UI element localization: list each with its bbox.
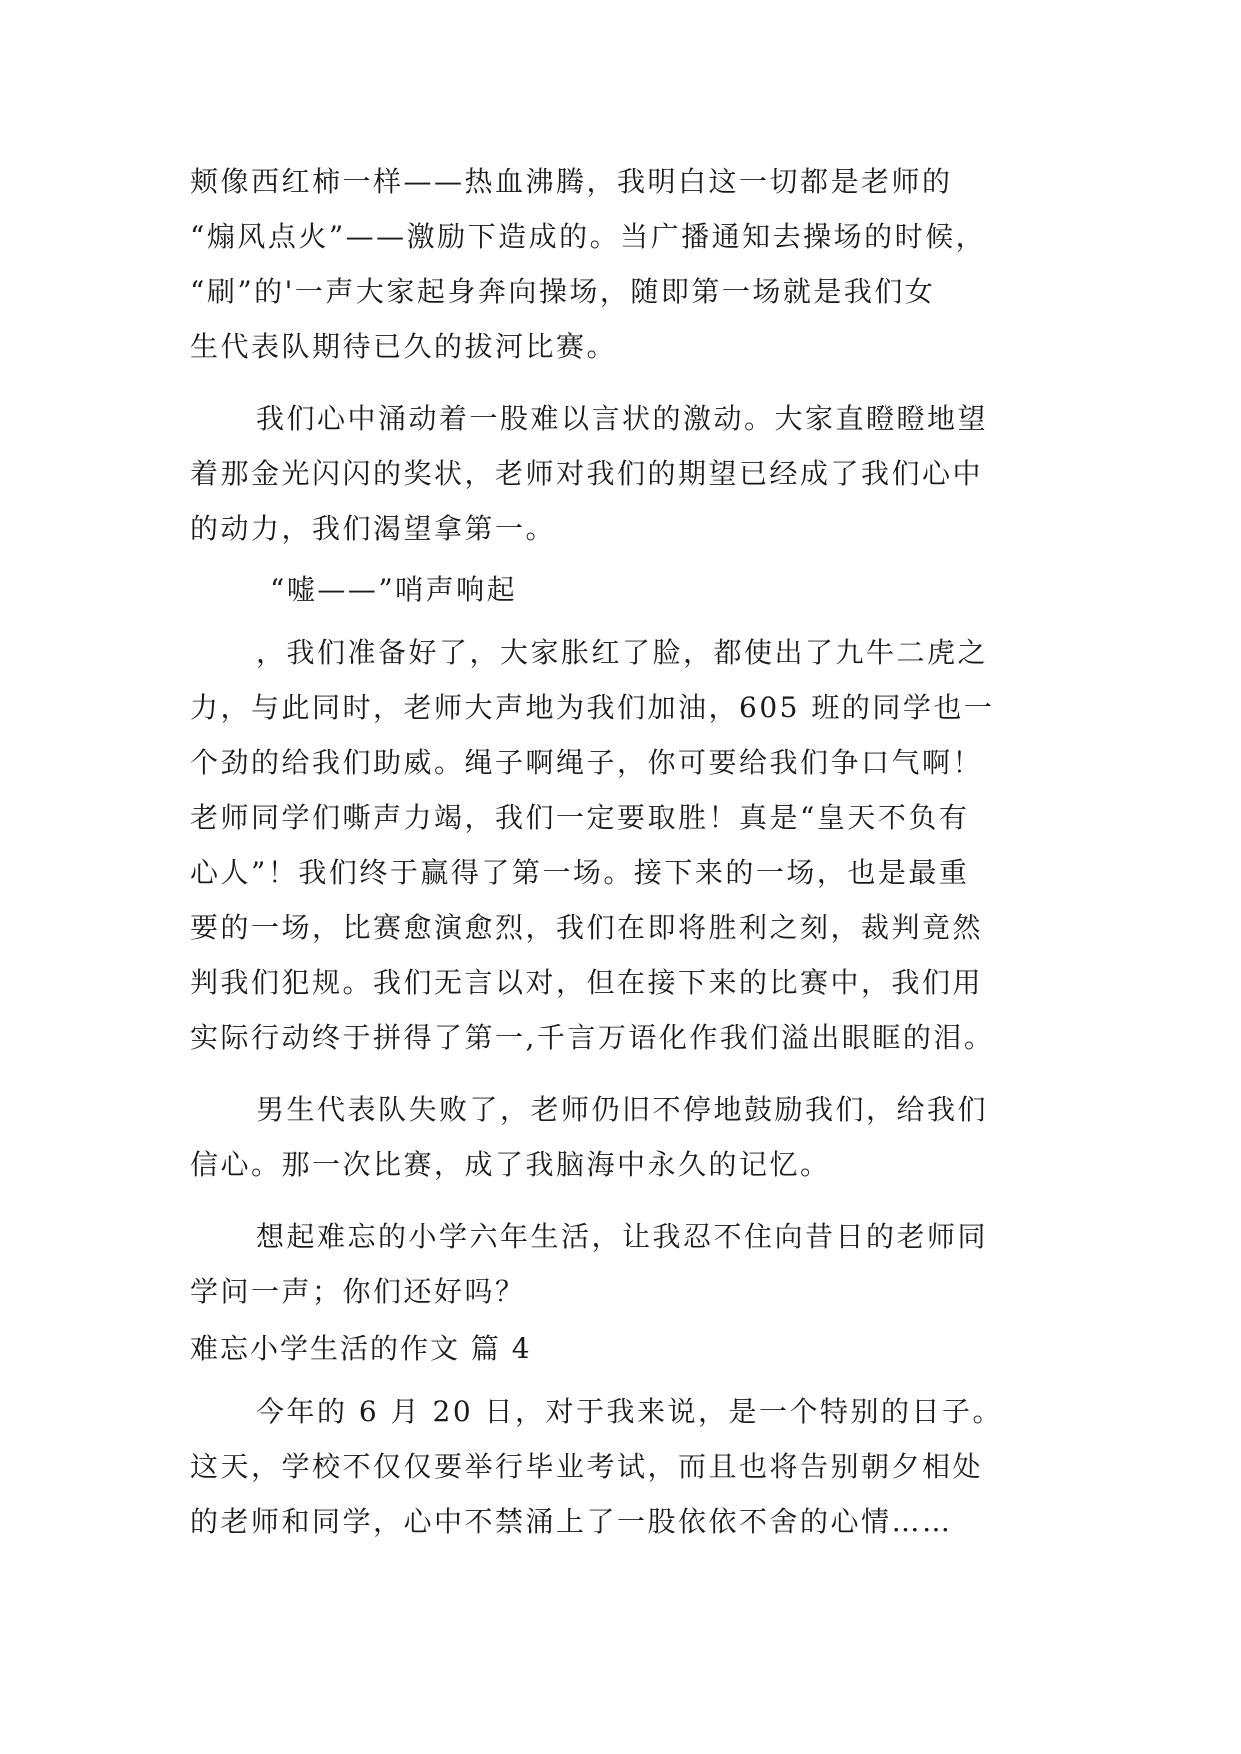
paragraph-line: 老师同学们嘶声力竭，我们一定要取胜！真是“皇天不负有 <box>190 801 970 834</box>
paragraph-line: 着那金光闪闪的奖状，老师对我们的期望已经成了我们心中 <box>190 457 984 490</box>
paragraph-line: 信心。那一次比赛，成了我脑海中永久的记忆。 <box>190 1148 831 1181</box>
paragraph-line: 的动力，我们渴望拿第一。 <box>190 512 557 545</box>
paragraph-line: 力，与此同时，老师大声地为我们加油，605 班的同学也一 <box>190 691 995 724</box>
paragraph-line: 我们心中涌动着一股难以言状的激动。大家直瞪瞪地望 <box>256 402 989 435</box>
paragraph-line: 这天，学校不仅仅要举行毕业考试，而且也将告别朝夕相处 <box>190 1450 984 1483</box>
paragraph-line: 男生代表队失败了，老师仍旧不停地鼓励我们，给我们 <box>256 1093 989 1126</box>
paragraph-line: 个劲的给我们助威。绳子啊绳子，你可要给我们争口气啊！ <box>190 746 984 779</box>
paragraph-line: 实际行动终于拼得了第一,千言万语化作我们溢出眼眶的泪。 <box>190 1021 995 1054</box>
paragraph-line: “嘘——”哨声响起 <box>270 573 518 606</box>
paragraph-line: 今年的 6 月 20 日，对于我来说，是一个特别的日子。 <box>256 1395 1004 1428</box>
paragraph-line: 学问一声；你们还好吗？ <box>190 1275 526 1308</box>
section-heading: 难忘小学生活的作文 篇 4 <box>190 1332 532 1365</box>
paragraph-line: ，我们准备好了，大家胀红了脸，都使出了九牛二虎之 <box>256 636 989 669</box>
paragraph-line: “煽风点火”——激励下造成的。当广播通知去操场的时候， <box>190 220 987 253</box>
paragraph-line: 生代表队期待已久的拔河比赛。 <box>190 330 618 363</box>
paragraph-line: 心人”！我们终于赢得了第一场。接下来的一场，也是最重 <box>190 856 970 889</box>
paragraph-line: “刷”的'一声大家起身奔向操场，随即第一场就是我们女 <box>190 275 936 308</box>
paragraph-line: 判我们犯规。我们无言以对，但在接下来的比赛中，我们用 <box>190 966 984 999</box>
paragraph-line: 颊像西红柿一样——热血沸腾，我明白这一切都是老师的 <box>190 165 953 198</box>
paragraph-line: 想起难忘的小学六年生活，让我忍不住向昔日的老师同 <box>256 1220 989 1253</box>
paragraph-line: 要的一场，比赛愈演愈烈，我们在即将胜利之刻，裁判竟然 <box>190 911 984 944</box>
paragraph-line: 的老师和同学，心中不禁涌上了一股依依不舍的心情…… <box>190 1505 953 1538</box>
